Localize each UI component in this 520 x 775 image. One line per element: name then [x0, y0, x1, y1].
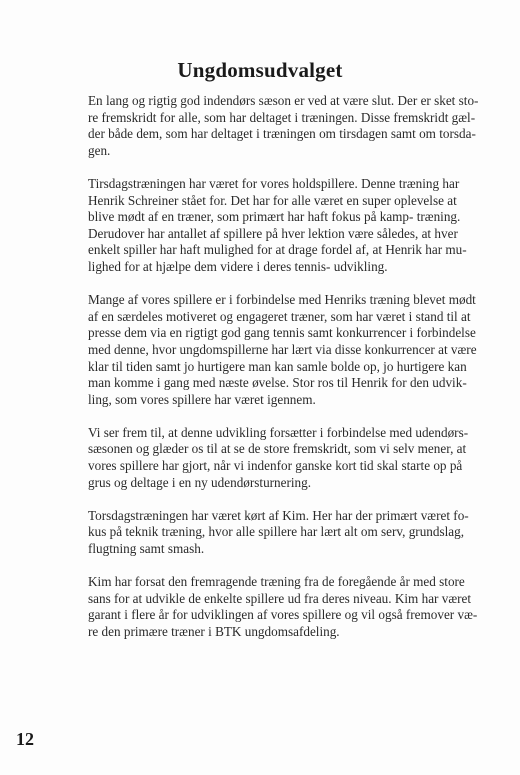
- text-line: flugtning samt smash.: [88, 541, 205, 557]
- text-line: med denne, hvor ungdomspillerne har lært via disse konkurrencer at være: [88, 341, 477, 357]
- text-line: garant i flere år for udviklingen af vores spillere og vil også fremover væ-: [88, 607, 478, 623]
- text-line: Mange af vores spillere er i forbindelse med Henriks træning blevet mødt: [88, 292, 476, 308]
- text-line: Torsdagstræningen har været kørt af Kim. Her har der primært været fo-: [88, 507, 469, 523]
- text-line: re fremskridt for alle, som har deltaget i træningen. Disse fremskridt gæl-: [88, 109, 476, 125]
- text-line: sans for at udvikle de enkelte spillere ud fra deres niveau. Kim har været: [88, 590, 472, 606]
- text-line: re den primære træner i BTK ungdomsafdeling.: [88, 624, 340, 639]
- text-line: presse dem via en rigtigt god gang tennis samt konkurrencer i forbindelse: [88, 325, 476, 341]
- text-line: Tirsdagstræningen har været for vores holdspillere. Denne træning har: [88, 175, 460, 191]
- text-line: Derudover har antallet af spillere på hver lektion være således, at hver: [88, 225, 458, 241]
- text-line: grus og deltage i en ny udendørsturnering.: [88, 474, 312, 490]
- text-line: der både dem, som har deltaget i træningen om tirsdagen samt om torsda-: [88, 126, 476, 142]
- page-title: Ungdomsudvalget: [177, 58, 343, 82]
- paragraph-3: [88, 292, 498, 408]
- text-line: Henrik Schreiner stået for. Det har for alle været en super oplevelse at: [88, 192, 457, 208]
- paragraph-6: [88, 574, 498, 640]
- text-line: kus på teknik træning, hvor alle spillere har lært alt om serv, grundslag,: [88, 524, 465, 540]
- text-line: Vi ser frem til, at denne udvikling forsætter i forbindelse med udendørs-: [88, 424, 469, 440]
- text-line: gen.: [88, 142, 111, 158]
- text-line: af en særdeles motiveret og engageret træner, som har været i stand til at: [88, 308, 471, 324]
- text-line: man komme i gang med næste øvelse. Stor ros til Henrik for den udvik-: [88, 375, 467, 391]
- text-line: En lang og rigtig god indendørs sæson er ved at være slut. Der er sket sto-: [88, 93, 479, 108]
- paragraph-5: [88, 508, 498, 558]
- text-line: Kim har forsat den fremragende træning fra de foregående år med store: [88, 574, 465, 590]
- paragraph-2: [88, 176, 498, 276]
- paragraph-1: [88, 93, 498, 159]
- text-line: sæsonen og glæder os til at se de store fremskridt, som vi selv mener, at: [88, 441, 467, 457]
- text-line: blive mødt af en træner, som primært har haft fokus på kamp- træning.: [88, 209, 461, 225]
- article-body: [88, 93, 498, 657]
- text-line: lighed for at hjælpe dem videre i deres tennis- udvikling.: [88, 258, 388, 274]
- paragraph-4: [88, 425, 498, 491]
- text-line: ling, som vores spillere har været igennem.: [88, 391, 316, 407]
- text-line: vores spillere har gjort, når vi indenfor ganske kort tid skal starte op på: [88, 458, 463, 474]
- text-line: enkelt spiller har haft mulighed for at drage fordel af, at Henrik har mu-: [88, 242, 467, 258]
- page-number: 12: [16, 729, 34, 749]
- text-line: klar til tiden samt jo hurtigere man kan samle bolde op, jo hurtigere kan: [88, 358, 467, 374]
